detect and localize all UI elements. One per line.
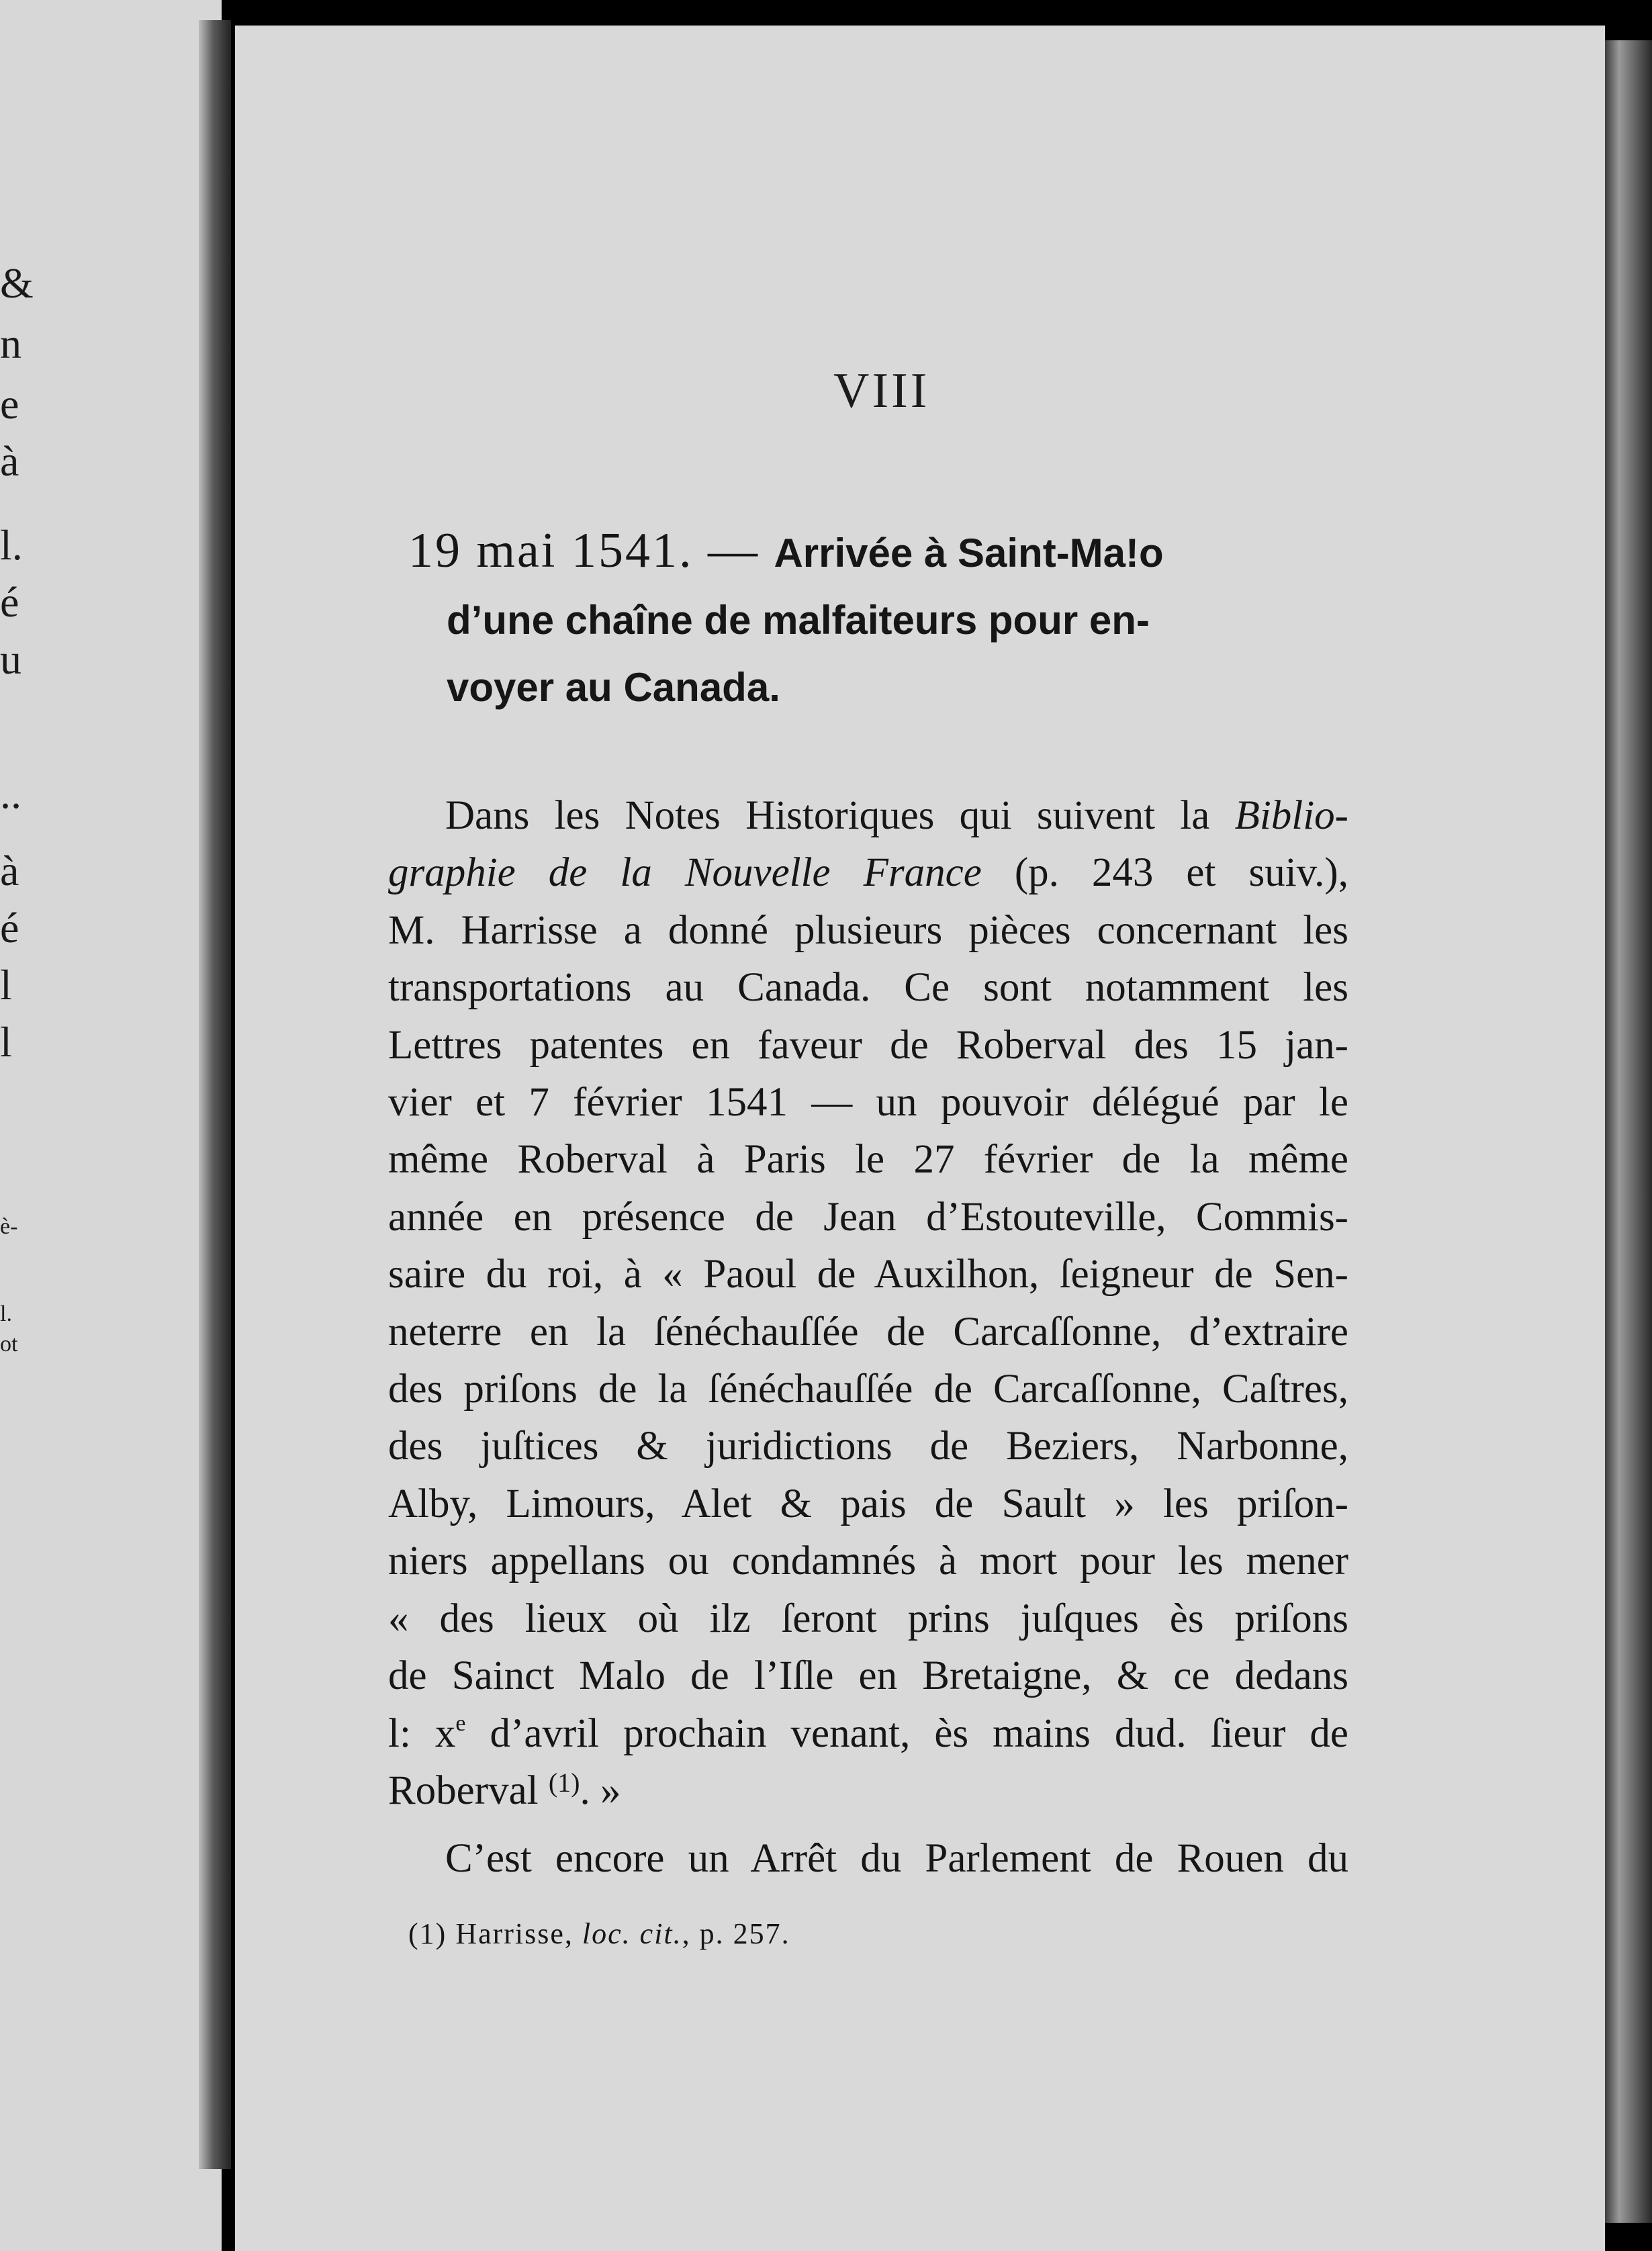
text-line: M. Harrisse a donné plusieurs pièces concernant les xyxy=(388,907,1348,953)
edge-char: n xyxy=(0,320,21,367)
edge-char: é xyxy=(0,578,19,626)
text-line: saire du roi, à « Paoul de Auxilhon, ſeigneur de Sen- xyxy=(388,1252,1348,1297)
text-line: vier et 7 février 1541 — un pouvoir délégué par le xyxy=(388,1080,1348,1126)
text-line: année en présence de Jean d’Estouteville, Commis- xyxy=(388,1194,1348,1240)
footnote-reference: (1) xyxy=(548,1767,580,1798)
text-line: des juſtices & juridictions de Beziers, Narbonne, xyxy=(388,1424,1348,1469)
edge-char: u xyxy=(0,635,21,683)
edge-char: e xyxy=(0,380,19,428)
heading-date: 19 mai 1541. — xyxy=(408,523,774,578)
edge-char: à xyxy=(0,437,19,485)
page-edge-shadow xyxy=(1605,40,1652,2223)
adjacent-page xyxy=(0,0,222,2251)
text-line: Alby, Limours, Alet & pais de Sault » les priſon- xyxy=(388,1481,1348,1526)
chapter-heading xyxy=(408,517,1369,721)
chapter-number: VIII xyxy=(833,363,930,418)
text-line: C’est encore un Arrêt du Parlement de Rouen du xyxy=(445,1836,1348,1882)
text-line: Lettres patentes en faveur de Roberval des 15 jan- xyxy=(388,1022,1348,1068)
text-line: transportations au Canada. Ce sont notamment les xyxy=(388,965,1348,1011)
heading-title-part: Arrivée à Saint-Ma!o xyxy=(774,531,1164,576)
text-line: Dans les Notes Historiques qui suivent la Biblio- xyxy=(445,793,1348,838)
edge-char: l. xyxy=(0,1301,12,1326)
edge-char: ot xyxy=(0,1332,18,1357)
edge-char: & xyxy=(0,259,34,307)
footnote: (1) Harrisse, loc. cit., p. 257. xyxy=(408,1917,790,1950)
edge-char: l xyxy=(0,1018,12,1066)
heading-line-2: d’une chaîne de malfaiteurs pour en- xyxy=(447,598,1150,643)
text-line: neterre en la ſénéchauſſée de Carcaſſonne, d’extraire xyxy=(388,1309,1348,1354)
edge-char: .. xyxy=(0,770,21,817)
edge-char: l. xyxy=(0,521,23,569)
edge-char: é xyxy=(0,904,19,952)
text-line: l: $x^e$ d’avril prochain venant, ès mains dud. ſieur de xyxy=(388,1710,1348,1756)
book-gutter xyxy=(199,20,231,2169)
text-line: même Roberval à Paris le 27 février de la même xyxy=(388,1137,1348,1183)
heading-line-3: voyer au Canada. xyxy=(447,665,780,710)
edge-char: l xyxy=(0,961,12,1009)
edge-char: à xyxy=(0,847,19,894)
text-line: niers appellans ou condamnés à mort pour les mener xyxy=(388,1538,1348,1584)
body-text xyxy=(388,787,1348,1888)
text-line: graphie de la Nouvelle France (p. 243 et suiv.), xyxy=(388,850,1348,896)
edge-char: è- xyxy=(0,1214,18,1239)
heading-line-1 xyxy=(408,517,1369,587)
text-line: « des lieux où ilz ſeront prins juſques ès priſons xyxy=(388,1596,1348,1641)
text-line: des priſons de la ſénéchauſſée de Carcaſſonne, Caſtres, xyxy=(388,1367,1348,1412)
text-line: Roberval $^{(1)}$. » xyxy=(388,1767,621,1813)
text-line: de Sainct Malo de l’Iſle en Bretaigne, & ce dedans xyxy=(388,1653,1348,1699)
